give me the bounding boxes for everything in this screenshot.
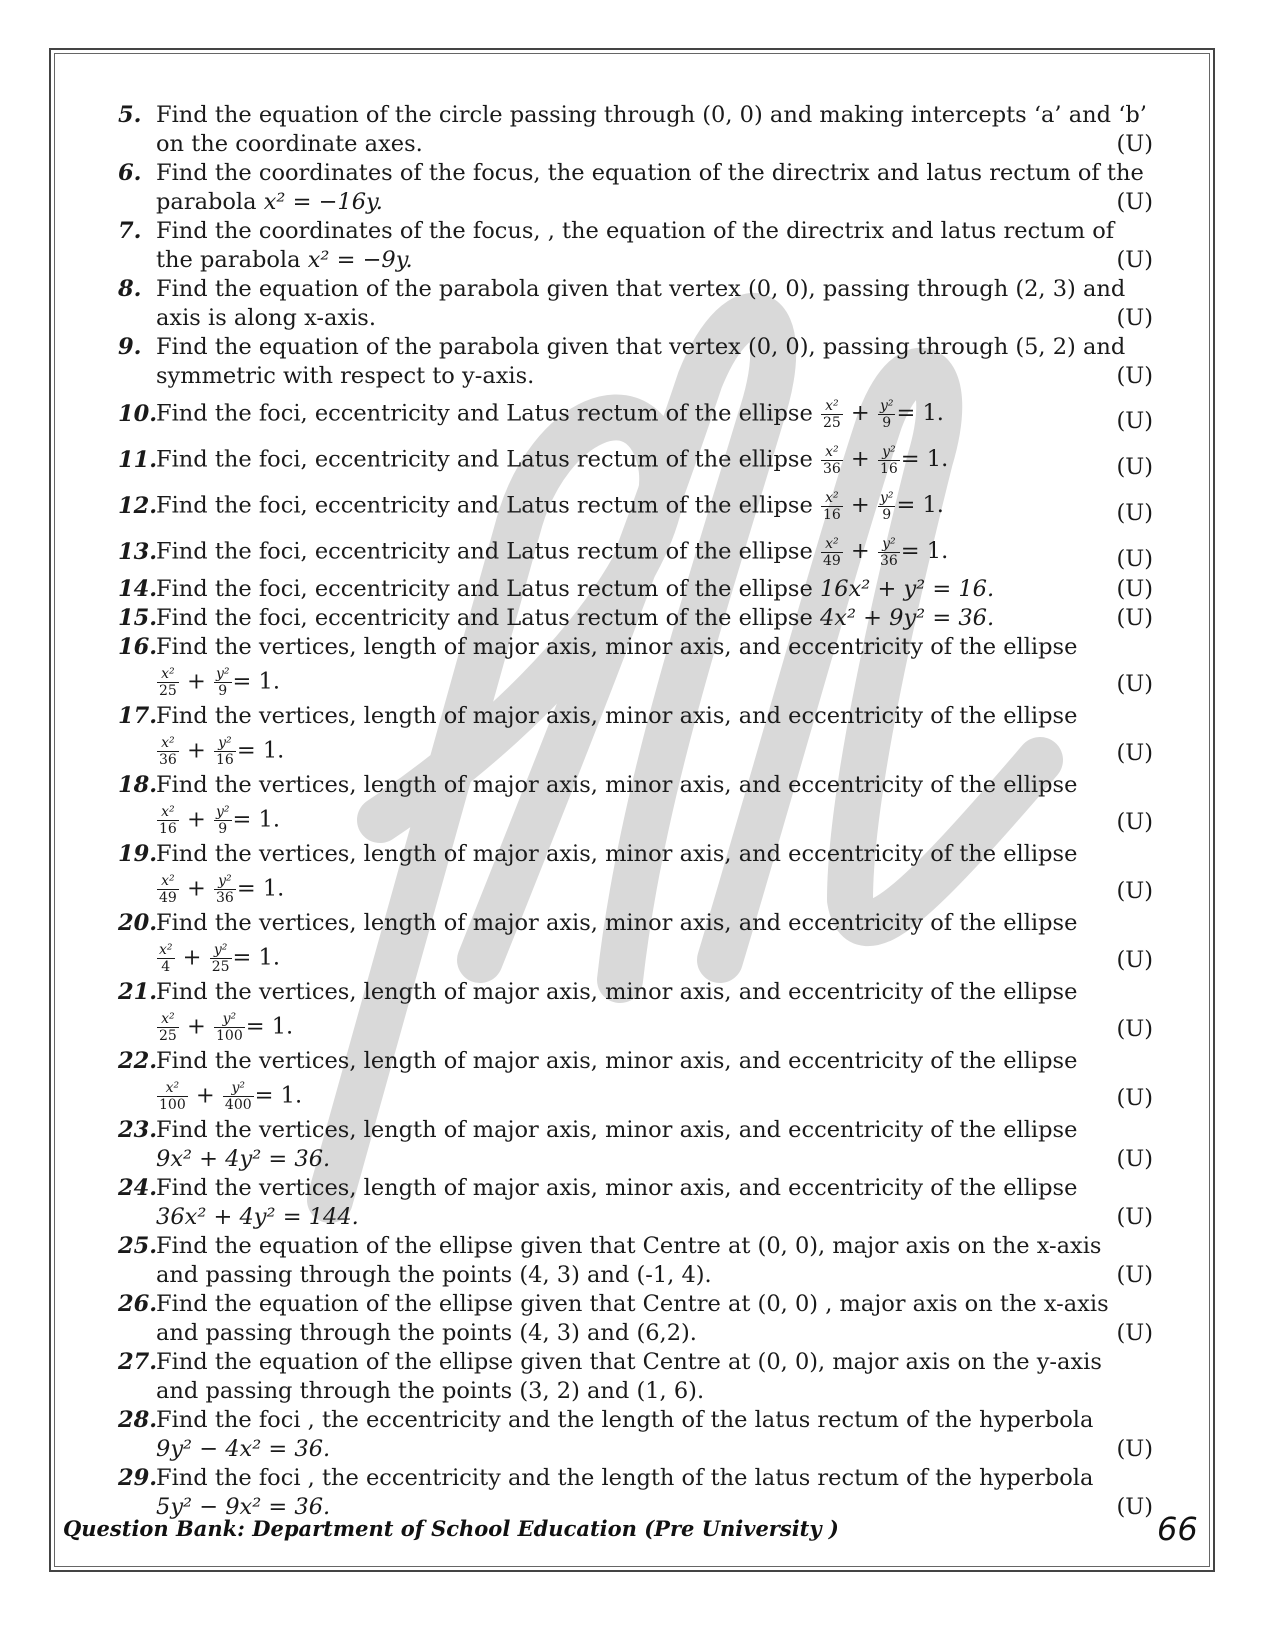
- ellipse-equation: [156, 1080, 302, 1113]
- question-item: [118, 1348, 1213, 1406]
- fraction-denominator: 16: [822, 506, 841, 523]
- difficulty-mark: (U): [1116, 1085, 1153, 1111]
- question-text: Find the vertices, length of major axis, minor axis, and eccentricity of the ellipse: [156, 703, 1078, 729]
- fraction-numerator: y²: [879, 489, 894, 506]
- plus-sign: +: [179, 1013, 213, 1039]
- question-text: Find the foci , the eccentricity and the length of the latus rectum of the hyperbola: [156, 1407, 1094, 1433]
- question-text: the parabola: [156, 247, 301, 273]
- difficulty-mark: (U): [1116, 1146, 1153, 1172]
- question-text-line: [156, 489, 1213, 526]
- question-text: Find the foci, eccentricity and Latus rectum of the ellipse: [156, 605, 813, 631]
- question-text: and passing through the points (3, 2) and (1, 6).: [156, 1378, 705, 1404]
- question-item: [118, 1232, 1213, 1290]
- ellipse-equation: [156, 873, 284, 906]
- question-text: Find the foci, eccentricity and Latus rectum of the ellipse: [156, 492, 813, 518]
- question-number: 11.: [118, 447, 158, 473]
- fraction-denominator: 36: [879, 552, 898, 569]
- question-text: symmetric with respect to y-axis.: [156, 363, 535, 389]
- fraction-numerator: x²: [157, 666, 179, 683]
- difficulty-mark: (U): [1116, 1262, 1153, 1288]
- page-number: 66: [1157, 1510, 1198, 1548]
- question-number: 26.: [118, 1291, 158, 1317]
- question-number: 8.: [118, 276, 142, 302]
- question-item: [118, 391, 1213, 437]
- question-equation-line: [156, 731, 1213, 771]
- fraction: [214, 804, 232, 837]
- fraction-denominator: 16: [216, 751, 234, 768]
- fraction: [157, 1080, 188, 1113]
- question-equation-line: [156, 869, 1213, 909]
- question-text: and passing through the points (4, 3) and (6,2).: [156, 1320, 697, 1346]
- question-equation-line: [156, 662, 1213, 702]
- plus-sign: +: [843, 446, 877, 472]
- question-item: [118, 483, 1213, 529]
- question-item: [118, 978, 1213, 1047]
- equation-rhs: = 1.: [900, 446, 949, 472]
- plus-sign: +: [188, 1082, 222, 1108]
- footer-text: Question Bank: Department of School Education (Pre University ): [63, 1516, 839, 1541]
- fraction: [878, 398, 896, 431]
- question-text: Find the equation of the circle passing through (0, 0) and making intercepts ‘a’ and ‘b’: [156, 102, 1147, 128]
- question-text: Find the vertices, length of major axis, minor axis, and eccentricity of the ellipse: [156, 841, 1078, 867]
- question-number: 10.: [118, 401, 158, 427]
- difficulty-mark: (U): [1116, 740, 1153, 766]
- question-item: [118, 1047, 1213, 1116]
- ellipse-equation: [820, 397, 944, 431]
- question-text: Find the vertices, length of major axis, minor axis, and eccentricity of the ellipse: [156, 772, 1078, 798]
- fraction-numerator: x²: [821, 444, 843, 461]
- difficulty-mark: (U): [1116, 407, 1153, 434]
- question-number: 17.: [118, 703, 158, 729]
- question-text: Find the coordinates of the focus, , the equation of the directrix and latus rectum of: [156, 218, 1115, 244]
- fraction-numerator: x²: [157, 804, 179, 821]
- fraction-denominator: 25: [159, 682, 177, 699]
- question-number: 27.: [118, 1349, 158, 1375]
- fraction-denominator: 16: [159, 820, 177, 837]
- fraction: [821, 398, 843, 431]
- question-number: 7.: [118, 218, 142, 244]
- question-text: Find the equation of the ellipse given that Centre at (0, 0) , major axis on the x-axis: [156, 1291, 1109, 1317]
- question-number: 21.: [118, 979, 158, 1005]
- fraction-denominator: 49: [822, 552, 841, 569]
- question-equation-line: [156, 1007, 1213, 1047]
- question-text: Find the vertices, length of major axis, minor axis, and eccentricity of the ellipse: [156, 910, 1078, 936]
- fraction: [214, 735, 236, 768]
- difficulty-mark: (U): [1116, 1436, 1153, 1462]
- ellipse-equation: [156, 1011, 293, 1044]
- question-text: Find the equation of the parabola given that vertex (0, 0), passing through (5, 2) and: [156, 334, 1126, 360]
- question-number: 20.: [118, 910, 158, 936]
- question-text-continued: [156, 1203, 1213, 1232]
- fraction: [157, 666, 179, 699]
- fraction: [878, 444, 900, 477]
- question-number: 16.: [118, 634, 158, 660]
- question-text: Find the foci, eccentricity and Latus rectum of the ellipse: [156, 538, 813, 564]
- fraction-numerator: y²: [878, 444, 900, 461]
- difficulty-mark: (U): [1116, 363, 1153, 389]
- plus-sign: +: [179, 737, 213, 763]
- question-number: 28.: [118, 1407, 158, 1433]
- fraction: [210, 942, 232, 975]
- fraction-denominator: 400: [224, 1096, 252, 1113]
- question-item: [118, 633, 1213, 702]
- question-text-continued: [156, 130, 1213, 159]
- fraction-denominator: 49: [159, 889, 177, 906]
- fraction: [157, 873, 179, 906]
- equation-rhs: = 1.: [236, 875, 285, 901]
- question-item: [118, 1406, 1213, 1464]
- fraction-numerator: y²: [214, 873, 236, 890]
- question-number: 25.: [118, 1233, 158, 1259]
- equation-rhs: = 1.: [900, 538, 949, 564]
- fraction: [157, 804, 179, 837]
- fraction-numerator: x²: [821, 398, 843, 415]
- question-text: Find the equation of the parabola given that vertex (0, 0), passing through (2, 3) and: [156, 276, 1126, 302]
- fraction-numerator: x²: [157, 1011, 179, 1028]
- fraction-denominator: 16: [879, 460, 898, 477]
- question-text: and passing through the points (4, 3) and (-1, 4).: [156, 1262, 712, 1288]
- question-text-continued: [156, 188, 1213, 217]
- equation-rhs: = 1.: [896, 492, 944, 518]
- fraction: [878, 490, 896, 523]
- difficulty-mark: (U): [1116, 131, 1153, 157]
- fraction-numerator: y²: [223, 1080, 254, 1097]
- question-item: [118, 275, 1213, 333]
- difficulty-mark: (U): [1116, 545, 1153, 572]
- question-item: [118, 604, 1213, 633]
- question-text-continued: [156, 1377, 1213, 1406]
- question-number: 22.: [118, 1048, 158, 1074]
- equation: x² = −9y.: [307, 247, 413, 273]
- difficulty-mark: (U): [1116, 499, 1153, 526]
- question-number: 19.: [118, 841, 158, 867]
- equation-rhs: = 1.: [232, 806, 281, 832]
- question-item: [118, 702, 1213, 771]
- ellipse-equation: [820, 489, 944, 523]
- fraction-denominator: 9: [882, 414, 892, 431]
- fraction-numerator: x²: [157, 873, 179, 890]
- fraction: [214, 1011, 245, 1044]
- fraction: [821, 536, 843, 569]
- equation-rhs: = 1.: [254, 1082, 303, 1108]
- question-number: 18.: [118, 772, 158, 798]
- question-text-continued: [156, 304, 1213, 333]
- question-number: 9.: [118, 334, 142, 360]
- fraction-denominator: 36: [159, 751, 177, 768]
- fraction-numerator: x²: [159, 941, 173, 958]
- fraction-denominator: 25: [211, 958, 230, 975]
- difficulty-mark: (U): [1116, 1494, 1153, 1520]
- fraction-numerator: x²: [157, 735, 179, 752]
- fraction-denominator: 25: [159, 1027, 177, 1044]
- question-item: [118, 333, 1213, 391]
- question-item: [118, 1174, 1213, 1232]
- question-text-continued: [156, 362, 1213, 391]
- question-text: on the coordinate axes.: [156, 131, 423, 157]
- question-item: [118, 159, 1213, 217]
- fraction: [157, 735, 179, 768]
- ellipse-equation: [156, 735, 284, 768]
- difficulty-mark: (U): [1116, 878, 1153, 904]
- fraction-denominator: 36: [216, 889, 234, 906]
- difficulty-mark: (U): [1116, 453, 1153, 480]
- question-item: [118, 437, 1213, 483]
- question-item: [118, 771, 1213, 840]
- equation: 9y² − 4x² = 36.: [156, 1436, 331, 1462]
- question-item: [118, 1464, 1213, 1522]
- difficulty-mark: (U): [1116, 576, 1153, 602]
- question-text-line: [156, 443, 1213, 480]
- question-number: 24.: [118, 1175, 158, 1201]
- plus-sign: +: [179, 875, 213, 901]
- fraction: [157, 1011, 179, 1044]
- fraction-numerator: y²: [214, 735, 236, 752]
- question-item: [118, 1116, 1213, 1174]
- question-text: Find the foci, eccentricity and Latus rectum of the ellipse: [156, 446, 813, 472]
- question-text-continued: [156, 1261, 1213, 1290]
- equation: 36x² + 4y² = 144.: [156, 1204, 359, 1230]
- fraction: [157, 942, 175, 975]
- fraction-numerator: x²: [821, 490, 843, 507]
- question-item: [118, 101, 1213, 159]
- question-number: 15.: [118, 605, 158, 631]
- equation: 9x² + 4y² = 36.: [156, 1146, 331, 1172]
- question-text-continued: [156, 1435, 1213, 1464]
- difficulty-mark: (U): [1116, 605, 1153, 631]
- difficulty-mark: (U): [1116, 1320, 1153, 1346]
- equation: 16x² + y² = 16.: [819, 576, 995, 602]
- question-text-line: [156, 575, 1213, 604]
- equation-rhs: = 1.: [232, 668, 281, 694]
- question-number: 12.: [118, 493, 158, 519]
- question-equation-line: [156, 938, 1213, 978]
- difficulty-mark: (U): [1116, 1204, 1153, 1230]
- difficulty-mark: (U): [1116, 189, 1153, 215]
- fraction: [214, 873, 236, 906]
- plus-sign: +: [175, 944, 209, 970]
- fraction: [821, 490, 843, 523]
- fraction-denominator: 9: [218, 820, 228, 837]
- question-text: parabola: [156, 189, 257, 215]
- question-equation-line: [156, 800, 1213, 840]
- ellipse-equation: [820, 535, 949, 569]
- question-text-line: [156, 397, 1213, 434]
- question-item: [118, 840, 1213, 909]
- fraction-denominator: 25: [822, 414, 841, 431]
- question-text: Find the equation of the ellipse given that Centre at (0, 0), major axis on the x-axis: [156, 1233, 1102, 1259]
- fraction: [223, 1080, 254, 1113]
- equation: x² = −16y.: [263, 189, 383, 215]
- question-number: 13.: [118, 539, 158, 565]
- equation-rhs: = 1.: [232, 944, 280, 970]
- question-item: [118, 1290, 1213, 1348]
- difficulty-mark: (U): [1116, 947, 1153, 973]
- plus-sign: +: [179, 806, 213, 832]
- question-item: [118, 909, 1213, 978]
- question-item: [118, 217, 1213, 275]
- question-number: 14.: [118, 576, 158, 602]
- question-text-continued: [156, 1145, 1213, 1174]
- question-text: Find the vertices, length of major axis, minor axis, and eccentricity of the ellipse: [156, 1048, 1078, 1074]
- question-number: 6.: [118, 160, 142, 186]
- question-equation-line: [156, 1076, 1213, 1116]
- fraction-numerator: x²: [157, 1080, 188, 1097]
- fraction-denominator: 36: [822, 460, 841, 477]
- difficulty-mark: (U): [1116, 247, 1153, 273]
- question-number: 29.: [118, 1465, 158, 1491]
- fraction-denominator: 9: [218, 682, 228, 699]
- question-text-line: [156, 535, 1213, 572]
- difficulty-mark: (U): [1116, 671, 1153, 697]
- question-text: Find the foci, eccentricity and Latus rectum of the ellipse: [156, 400, 813, 426]
- question-text: Find the foci , the eccentricity and the length of the latus rectum of the hyperbola: [156, 1465, 1094, 1491]
- equation: 4x² + 9y² = 36.: [819, 605, 995, 631]
- question-text-line: [156, 604, 1213, 633]
- ellipse-equation: [820, 443, 949, 477]
- fraction-numerator: y²: [210, 942, 232, 959]
- equation-rhs: = 1.: [245, 1013, 294, 1039]
- question-text-continued: [156, 1319, 1213, 1348]
- fraction-numerator: y²: [216, 665, 230, 682]
- question-number: 5.: [118, 102, 142, 128]
- ellipse-equation: [156, 666, 280, 699]
- question-list: [118, 101, 1213, 1522]
- question-text: Find the vertices, length of major axis, minor axis, and eccentricity of the ellipse: [156, 1175, 1078, 1201]
- fraction-numerator: y²: [879, 397, 894, 414]
- difficulty-mark: (U): [1116, 305, 1153, 331]
- difficulty-mark: (U): [1116, 809, 1153, 835]
- fraction-numerator: y²: [214, 1011, 245, 1028]
- fraction-numerator: y²: [878, 536, 900, 553]
- difficulty-mark: (U): [1116, 1016, 1153, 1042]
- question-text: Find the foci, eccentricity and Latus rectum of the ellipse: [156, 576, 813, 602]
- fraction: [214, 666, 232, 699]
- plus-sign: +: [179, 668, 213, 694]
- equation-rhs: = 1.: [896, 400, 944, 426]
- fraction: [821, 444, 843, 477]
- question-text: Find the vertices, length of major axis, minor axis, and eccentricity of the ellipse: [156, 979, 1078, 1005]
- fraction-denominator: 100: [216, 1027, 243, 1044]
- plus-sign: +: [843, 400, 877, 426]
- question-text: Find the vertices, length of major axis, minor axis, and eccentricity of the ellipse: [156, 1117, 1078, 1143]
- fraction-numerator: y²: [216, 803, 230, 820]
- ellipse-equation: [156, 804, 280, 837]
- ellipse-equation: [156, 942, 280, 975]
- question-text: axis is along x-axis.: [156, 305, 376, 331]
- equation: 5y² − 9x² = 36.: [156, 1494, 331, 1520]
- fraction: [878, 536, 900, 569]
- fraction-denominator: 4: [161, 958, 171, 975]
- fraction-denominator: 9: [882, 506, 892, 523]
- plus-sign: +: [843, 492, 877, 518]
- question-text: Find the coordinates of the focus, the equation of the directrix and latus rectum of the: [156, 160, 1144, 186]
- question-item: [118, 575, 1213, 604]
- question-text-continued: [156, 246, 1213, 275]
- plus-sign: +: [843, 538, 877, 564]
- fraction-denominator: 100: [159, 1096, 186, 1113]
- fraction-numerator: x²: [821, 536, 843, 553]
- equation-rhs: = 1.: [236, 737, 285, 763]
- question-number: 23.: [118, 1117, 158, 1143]
- question-text: Find the equation of the ellipse given that Centre at (0, 0), major axis on the y-axis: [156, 1349, 1102, 1375]
- question-item: [118, 529, 1213, 575]
- question-text: Find the vertices, length of major axis, minor axis, and eccentricity of the ellipse: [156, 634, 1078, 660]
